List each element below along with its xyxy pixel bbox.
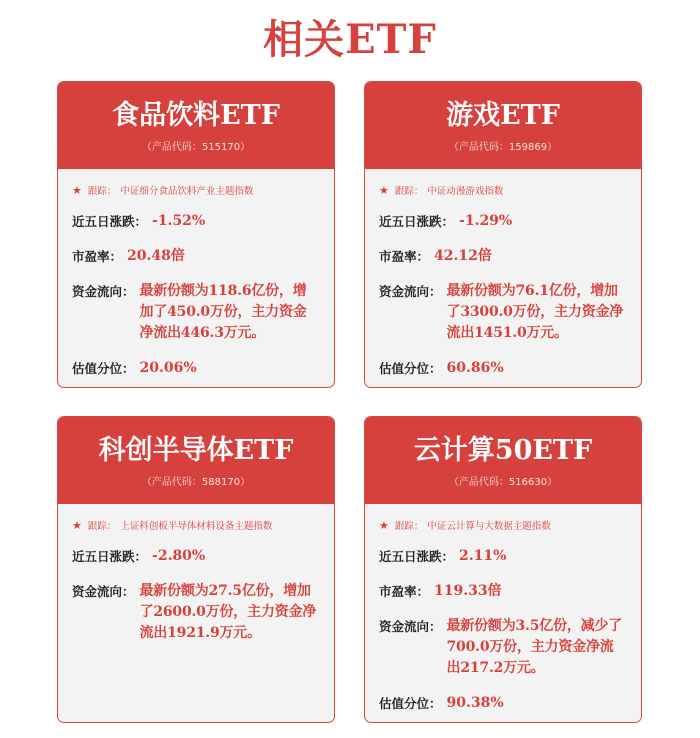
pe-row [379,581,627,602]
star-icon: ★ [72,518,82,532]
five-day-value: -2.80% [152,548,206,564]
track-index: 中证动漫游戏指数 [427,186,504,197]
track-index: 上证科创板半导体材料设备主题指数 [120,521,273,532]
five-day-value: 2.11% [459,548,507,564]
valuation-percentile-label: 估值分位： [379,696,442,711]
valuation-percentile-row [379,358,627,379]
fund-flow-value: 最新份额为27.5亿份，增加了2600.0万份，主力资金净流出1921.9万元。 [139,583,317,641]
card-body [58,169,334,388]
card-body [365,169,641,388]
pe-label: 市盈率： [379,584,430,599]
valuation-percentile-row [379,693,627,714]
etf-card-star-semiconductor [57,416,335,723]
five-day-value: -1.29% [459,213,513,229]
etf-name: 科创半导体ETF [98,434,294,466]
etf-name: 食品饮料ETF [112,99,280,131]
product-code: （产品代码：159869） [448,141,558,153]
track-index: 中证云计算与大数据主题指数 [427,521,551,532]
pe-value: 119.33倍 [434,583,502,599]
five-day-row [379,211,627,232]
five-day-label: 近五日涨跌： [72,214,148,229]
page-title: 相关ETF [263,16,437,63]
etf-card-food-beverage [57,81,335,388]
etf-card-game [364,81,642,388]
track-index-row [72,518,320,532]
five-day-row [379,546,627,567]
star-icon: ★ [379,518,389,532]
fund-flow-value: 最新份额为118.6亿份，增加了450.0万份，主力资金净流出446.3万元。 [139,283,307,341]
five-day-label: 近五日涨跌： [379,214,455,229]
card-header [58,82,334,169]
valuation-percentile-value: 60.86% [446,360,504,376]
fund-flow-value: 最新份额为76.1亿份，增加了3300.0万份，主力资金净流出1451.0万元。 [446,283,624,341]
five-day-label: 近五日涨跌： [379,549,455,564]
pe-value: 20.48倍 [127,248,185,264]
fund-flow-row [379,616,627,679]
fund-flow-label: 资金流向： [72,584,135,599]
pe-value: 42.12倍 [434,248,492,264]
five-day-row [72,546,320,567]
card-header [365,417,641,504]
fund-flow-label: 资金流向： [379,284,442,299]
product-code: （产品代码：588170） [141,476,251,488]
track-index-row [379,183,627,197]
pe-label: 市盈率： [72,249,123,264]
fund-flow-label: 资金流向： [72,284,135,299]
card-header [365,82,641,169]
track-index-row [72,183,320,197]
five-day-label: 近五日涨跌： [72,549,148,564]
fund-flow-row [72,581,320,644]
star-icon: ★ [379,183,389,197]
etf-card-cloud-computing [364,416,642,723]
track-index: 中证细分食品饮料产业主题指数 [120,186,254,197]
fund-flow-row [379,281,627,344]
track-label: 跟踪： [394,186,424,197]
product-code: （产品代码：516630） [448,476,558,488]
etf-name: 云计算50ETF [413,434,593,466]
etf-name: 游戏ETF [446,99,560,131]
pe-label: 市盈率： [379,249,430,264]
valuation-percentile-value: 20.06% [139,360,197,376]
five-day-value: -1.52% [152,213,206,229]
card-body [365,504,641,723]
product-code: （产品代码：515170） [141,141,251,153]
track-label: 跟踪： [394,521,424,532]
fund-flow-value: 最新份额为3.5亿份，减少了700.0万份，主力资金净流出217.2万元。 [446,618,623,676]
valuation-percentile-label: 估值分位： [379,361,442,376]
track-label: 跟踪： [87,521,117,532]
track-label: 跟踪： [87,186,117,197]
star-icon: ★ [72,183,82,197]
track-index-row [379,518,627,532]
fund-flow-label: 资金流向： [379,619,442,634]
card-body [58,504,334,670]
pe-row [72,246,320,267]
valuation-percentile-row [72,358,320,379]
fund-flow-row [72,281,320,344]
valuation-percentile-label: 估值分位： [72,361,135,376]
valuation-percentile-value: 90.38% [446,695,504,711]
pe-row [379,246,627,267]
card-header [58,417,334,504]
five-day-row [72,211,320,232]
